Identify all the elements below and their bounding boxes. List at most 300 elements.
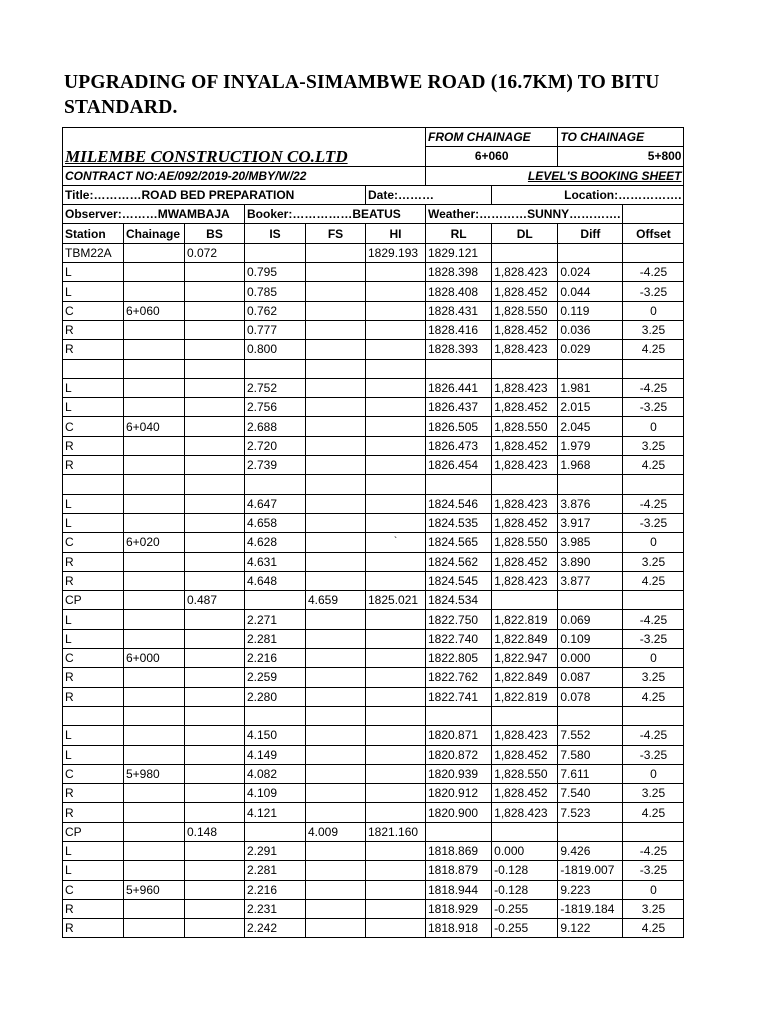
cell-diff: 2.015 xyxy=(558,398,623,417)
cell-dl: 1,822.819 xyxy=(492,687,558,706)
cell-offset: 4.25 xyxy=(623,340,684,359)
cell-dl: -0.128 xyxy=(492,880,558,899)
cell-chainage xyxy=(124,282,185,301)
table-row xyxy=(63,841,684,860)
cell-is: 4.658 xyxy=(245,513,306,532)
cell-dl: 1,828.550 xyxy=(492,533,558,552)
cell-diff: -1819.007 xyxy=(558,861,623,880)
cell-is: 2.216 xyxy=(245,649,306,668)
cell-offset: 3.25 xyxy=(623,552,684,571)
cell-is: 4.109 xyxy=(245,784,306,803)
cell-hi xyxy=(366,263,426,282)
cell-fs xyxy=(306,764,366,783)
col-diff: Diff xyxy=(558,224,623,243)
cell-dl: -0.255 xyxy=(492,899,558,918)
cell-station: L xyxy=(63,494,124,513)
cell-station: R xyxy=(63,687,124,706)
cell-offset: -4.25 xyxy=(623,610,684,629)
cell-dl: 1,828.452 xyxy=(492,282,558,301)
cell-chainage xyxy=(124,340,185,359)
cell-fs: 4.659 xyxy=(306,591,366,610)
cell-offset: -4.25 xyxy=(623,378,684,397)
cell-offset: 0 xyxy=(623,649,684,668)
cell-station: L xyxy=(63,513,124,532)
cell-rl: 1826.505 xyxy=(426,417,492,436)
cell-hi xyxy=(366,803,426,822)
table-row xyxy=(63,822,684,841)
cell-bs xyxy=(185,687,245,706)
col-dl: DL xyxy=(492,224,558,243)
cell-bs xyxy=(185,378,245,397)
cell-chainage xyxy=(124,629,185,648)
cell-is: 0.762 xyxy=(245,301,306,320)
cell-is: 2.242 xyxy=(245,919,306,938)
cell-bs: 0.487 xyxy=(185,591,245,610)
cell-offset: -3.25 xyxy=(623,629,684,648)
cell-chainage xyxy=(124,610,185,629)
cell-station: L xyxy=(63,610,124,629)
cell-dl xyxy=(492,475,558,494)
title-field: Title:…………ROAD BED PREPARATION xyxy=(63,185,366,204)
cell-dl: 1,828.423 xyxy=(492,378,558,397)
cell-hi xyxy=(366,417,426,436)
cell-rl: 1824.545 xyxy=(426,571,492,590)
cell-fs xyxy=(306,436,366,455)
cell-chainage xyxy=(124,706,185,725)
cell-station: R xyxy=(63,436,124,455)
cell-diff xyxy=(558,706,623,725)
cell-is: 0.800 xyxy=(245,340,306,359)
date-field: Date:……… xyxy=(366,185,492,204)
cell-chainage xyxy=(124,494,185,513)
cell-fs xyxy=(306,243,366,262)
cell-is: 2.752 xyxy=(245,378,306,397)
cell-station: R xyxy=(63,803,124,822)
cell-chainage: 6+000 xyxy=(124,649,185,668)
cell-is: 4.631 xyxy=(245,552,306,571)
cell-dl xyxy=(492,706,558,725)
cell-offset: -4.25 xyxy=(623,494,684,513)
cell-station: L xyxy=(63,861,124,880)
cell-rl: 1818.944 xyxy=(426,880,492,899)
table-row xyxy=(63,571,684,590)
cell-is: 2.281 xyxy=(245,861,306,880)
cell-chainage xyxy=(124,687,185,706)
cell-offset: -3.25 xyxy=(623,745,684,764)
cell-rl: 1826.454 xyxy=(426,456,492,475)
cell-hi xyxy=(366,668,426,687)
weather-field: Weather:…………SUNNY…………. xyxy=(426,205,623,224)
cell-offset: -4.25 xyxy=(623,841,684,860)
cell-hi xyxy=(366,610,426,629)
cell-offset: -3.25 xyxy=(623,513,684,532)
cell-rl: 1822.741 xyxy=(426,687,492,706)
cell-fs xyxy=(306,301,366,320)
cell-rl: 1826.437 xyxy=(426,398,492,417)
cell-fs xyxy=(306,340,366,359)
cell-offset: -4.25 xyxy=(623,263,684,282)
cell-station xyxy=(63,475,124,494)
cell-diff: 1.979 xyxy=(558,436,623,455)
cell-offset: 3.25 xyxy=(623,784,684,803)
cell-chainage xyxy=(124,320,185,339)
cell-chainage xyxy=(124,243,185,262)
cell-rl: 1824.565 xyxy=(426,533,492,552)
cell-chainage xyxy=(124,378,185,397)
sheet-name: LEVEL'S BOOKING SHEET xyxy=(426,166,684,185)
cell-hi xyxy=(366,687,426,706)
col-is: IS xyxy=(245,224,306,243)
cell-rl: 1822.762 xyxy=(426,668,492,687)
table-row xyxy=(63,398,684,417)
cell-rl: 1820.939 xyxy=(426,764,492,783)
cell-diff: 9.122 xyxy=(558,919,623,938)
cell-bs xyxy=(185,398,245,417)
cell-is xyxy=(245,822,306,841)
cell-dl: 1,828.452 xyxy=(492,320,558,339)
table-row xyxy=(63,591,684,610)
cell-diff: 3.917 xyxy=(558,513,623,532)
cell-chainage: 6+040 xyxy=(124,417,185,436)
cell-dl: 1,828.452 xyxy=(492,784,558,803)
cell-diff: -1819.184 xyxy=(558,899,623,918)
cell-dl: 1,828.423 xyxy=(492,456,558,475)
cell-fs xyxy=(306,726,366,745)
cell-is: 2.281 xyxy=(245,629,306,648)
table-row xyxy=(63,745,684,764)
cell-diff: 0.036 xyxy=(558,320,623,339)
cell-chainage xyxy=(124,475,185,494)
cell-chainage: 6+060 xyxy=(124,301,185,320)
cell-fs xyxy=(306,880,366,899)
to-chainage-value: 5+800 xyxy=(558,147,684,166)
cell-fs xyxy=(306,456,366,475)
cell-station: R xyxy=(63,320,124,339)
cell-chainage xyxy=(124,571,185,590)
cell-station: C xyxy=(63,301,124,320)
cell-station: L xyxy=(63,378,124,397)
cell-offset: 4.25 xyxy=(623,803,684,822)
table-row xyxy=(63,475,684,494)
cell-bs xyxy=(185,475,245,494)
table-row xyxy=(63,320,684,339)
cell-fs xyxy=(306,282,366,301)
cell-station: R xyxy=(63,571,124,590)
cell-fs xyxy=(306,610,366,629)
cell-rl: 1820.912 xyxy=(426,784,492,803)
cell-offset: 4.25 xyxy=(623,571,684,590)
cell-rl xyxy=(426,822,492,841)
cell-is: 2.739 xyxy=(245,456,306,475)
cell-station: R xyxy=(63,919,124,938)
from-chainage-label: FROM CHAINAGE xyxy=(426,128,558,147)
observer-field: Observer:………MWAMBAJA xyxy=(63,205,245,224)
table-row xyxy=(63,552,684,571)
table-row xyxy=(63,494,684,513)
cell-diff: 9.223 xyxy=(558,880,623,899)
cell-fs xyxy=(306,784,366,803)
cell-fs xyxy=(306,841,366,860)
cell-is: 2.688 xyxy=(245,417,306,436)
cell-diff: 3.876 xyxy=(558,494,623,513)
cell-hi xyxy=(366,841,426,860)
cell-hi xyxy=(366,378,426,397)
cell-is xyxy=(245,359,306,378)
cell-dl xyxy=(492,243,558,262)
cell-is xyxy=(245,475,306,494)
cell-bs xyxy=(185,919,245,938)
cell-diff: 7.552 xyxy=(558,726,623,745)
document-title xyxy=(64,70,768,120)
cell-bs xyxy=(185,417,245,436)
cell-dl: 1,828.452 xyxy=(492,398,558,417)
cell-is: 2.231 xyxy=(245,899,306,918)
table-row xyxy=(63,513,684,532)
cell-rl: 1828.393 xyxy=(426,340,492,359)
cell-hi xyxy=(366,359,426,378)
cell-rl xyxy=(426,359,492,378)
cell-fs xyxy=(306,475,366,494)
cell-rl: 1822.750 xyxy=(426,610,492,629)
cell-offset xyxy=(623,243,684,262)
cell-hi xyxy=(366,726,426,745)
cell-fs xyxy=(306,378,366,397)
cell-fs xyxy=(306,745,366,764)
cell-hi xyxy=(366,398,426,417)
cell-chainage xyxy=(124,456,185,475)
cell-is: 4.150 xyxy=(245,726,306,745)
cell-hi xyxy=(366,706,426,725)
cell-chainage xyxy=(124,668,185,687)
table-row xyxy=(63,456,684,475)
cell-bs xyxy=(185,340,245,359)
cell-offset xyxy=(623,359,684,378)
cell-dl: -0.128 xyxy=(492,861,558,880)
cell-bs xyxy=(185,880,245,899)
cell-dl xyxy=(492,359,558,378)
cell-bs xyxy=(185,571,245,590)
cell-diff: 3.890 xyxy=(558,552,623,571)
cell-is: 4.121 xyxy=(245,803,306,822)
cell-hi xyxy=(366,552,426,571)
cell-fs xyxy=(306,706,366,725)
cell-station: R xyxy=(63,899,124,918)
cell-diff: 0.024 xyxy=(558,263,623,282)
table-row xyxy=(63,649,684,668)
cell-chainage xyxy=(124,726,185,745)
cell-hi xyxy=(366,629,426,648)
cell-offset: 3.25 xyxy=(623,899,684,918)
booker-field: Booker:……………BEATUS xyxy=(245,205,426,224)
col-hi: HI xyxy=(366,224,426,243)
cell-hi xyxy=(366,764,426,783)
cell-dl xyxy=(492,822,558,841)
cell-offset: 3.25 xyxy=(623,320,684,339)
cell-diff: 0.029 xyxy=(558,340,623,359)
table-row xyxy=(63,629,684,648)
cell-bs xyxy=(185,513,245,532)
table-row xyxy=(63,861,684,880)
cell-rl: 1818.869 xyxy=(426,841,492,860)
cell-station: R xyxy=(63,784,124,803)
cell-is: 2.216 xyxy=(245,880,306,899)
cell-hi: ` xyxy=(366,533,426,552)
cell-fs xyxy=(306,513,366,532)
cell-rl: 1818.879 xyxy=(426,861,492,880)
cell-station: C xyxy=(63,417,124,436)
cell-offset xyxy=(623,591,684,610)
table-row xyxy=(63,243,684,262)
cell-station: L xyxy=(63,398,124,417)
cell-offset: 0 xyxy=(623,417,684,436)
cell-diff: 3.985 xyxy=(558,533,623,552)
col-rl: RL xyxy=(426,224,492,243)
cell-rl: 1820.900 xyxy=(426,803,492,822)
cell-offset: 0 xyxy=(623,533,684,552)
cell-offset: 0 xyxy=(623,301,684,320)
cell-chainage xyxy=(124,745,185,764)
cell-diff: 1.981 xyxy=(558,378,623,397)
cell-diff xyxy=(558,475,623,494)
cell-chainage: 5+980 xyxy=(124,764,185,783)
cell-hi xyxy=(366,456,426,475)
cell-hi xyxy=(366,880,426,899)
cell-rl: 1822.805 xyxy=(426,649,492,668)
cell-station: L xyxy=(63,282,124,301)
cell-dl: 1,828.550 xyxy=(492,301,558,320)
cell-offset: 3.25 xyxy=(623,668,684,687)
table-row xyxy=(63,919,684,938)
cell-dl: 1,828.423 xyxy=(492,263,558,282)
cell-dl: 1,828.423 xyxy=(492,340,558,359)
cell-hi: 1821.160 xyxy=(366,822,426,841)
cell-chainage xyxy=(124,263,185,282)
cell-fs xyxy=(306,629,366,648)
cell-station: L xyxy=(63,841,124,860)
cell-bs xyxy=(185,320,245,339)
cell-chainage xyxy=(124,359,185,378)
cell-bs xyxy=(185,610,245,629)
cell-dl: 1,828.423 xyxy=(492,494,558,513)
cell-chainage: 6+020 xyxy=(124,533,185,552)
cell-rl: 1822.740 xyxy=(426,629,492,648)
table-row xyxy=(63,803,684,822)
table-row xyxy=(63,282,684,301)
cell-station: C xyxy=(63,880,124,899)
cell-hi xyxy=(366,320,426,339)
cell-chainage xyxy=(124,398,185,417)
cell-is: 0.777 xyxy=(245,320,306,339)
cell-bs xyxy=(185,726,245,745)
cell-bs xyxy=(185,494,245,513)
table-row xyxy=(63,378,684,397)
cell-fs xyxy=(306,899,366,918)
cell-station: L xyxy=(63,629,124,648)
cell-rl: 1824.562 xyxy=(426,552,492,571)
cell-bs xyxy=(185,649,245,668)
cell-offset xyxy=(623,706,684,725)
cell-station: R xyxy=(63,668,124,687)
cell-rl: 1826.441 xyxy=(426,378,492,397)
cell-offset: -4.25 xyxy=(623,726,684,745)
table-row xyxy=(63,726,684,745)
cell-dl: 1,822.849 xyxy=(492,668,558,687)
cell-bs xyxy=(185,803,245,822)
cell-station: L xyxy=(63,745,124,764)
cell-chainage: 5+960 xyxy=(124,880,185,899)
cell-bs xyxy=(185,861,245,880)
cell-diff: 1.968 xyxy=(558,456,623,475)
cell-diff: 0.109 xyxy=(558,629,623,648)
cell-rl: 1820.872 xyxy=(426,745,492,764)
col-bs: BS xyxy=(185,224,245,243)
cell-station: C xyxy=(63,533,124,552)
cell-is xyxy=(245,706,306,725)
cell-is: 2.291 xyxy=(245,841,306,860)
cell-dl: 0.000 xyxy=(492,841,558,860)
cell-diff: 3.877 xyxy=(558,571,623,590)
cell-rl xyxy=(426,706,492,725)
cell-bs xyxy=(185,552,245,571)
cell-bs xyxy=(185,359,245,378)
cell-bs: 0.072 xyxy=(185,243,245,262)
cell-fs: 4.009 xyxy=(306,822,366,841)
cell-bs xyxy=(185,706,245,725)
cell-is: 2.259 xyxy=(245,668,306,687)
cell-is xyxy=(245,591,306,610)
cell-chainage xyxy=(124,784,185,803)
cell-fs xyxy=(306,687,366,706)
col-offset: Offset xyxy=(623,224,684,243)
table-row xyxy=(63,880,684,899)
col-station: Station xyxy=(63,224,124,243)
table-row xyxy=(63,263,684,282)
cell-chainage xyxy=(124,841,185,860)
cell-dl xyxy=(492,591,558,610)
cell-diff xyxy=(558,359,623,378)
cell-dl: 1,828.423 xyxy=(492,571,558,590)
cell-fs xyxy=(306,919,366,938)
cell-hi xyxy=(366,899,426,918)
cell-offset: 0 xyxy=(623,880,684,899)
cell-fs xyxy=(306,398,366,417)
col-chainage: Chainage xyxy=(124,224,185,243)
cell-is: 2.756 xyxy=(245,398,306,417)
cell-bs xyxy=(185,456,245,475)
cell-rl: 1828.416 xyxy=(426,320,492,339)
cell-dl: 1,822.819 xyxy=(492,610,558,629)
cell-bs xyxy=(185,263,245,282)
cell-hi xyxy=(366,340,426,359)
cell-hi xyxy=(366,784,426,803)
cell-chainage xyxy=(124,822,185,841)
title-line-2: STANDARD. xyxy=(64,97,178,118)
cell-hi xyxy=(366,745,426,764)
cell-diff: 0.087 xyxy=(558,668,623,687)
cell-diff xyxy=(558,591,623,610)
cell-offset xyxy=(623,475,684,494)
cell-bs xyxy=(185,764,245,783)
cell-dl: 1,828.452 xyxy=(492,436,558,455)
cell-offset: 0 xyxy=(623,764,684,783)
cell-rl xyxy=(426,475,492,494)
cell-station: CP xyxy=(63,591,124,610)
cell-fs xyxy=(306,320,366,339)
cell-diff: 7.523 xyxy=(558,803,623,822)
column-header-row xyxy=(63,224,684,243)
cell-is: 4.628 xyxy=(245,533,306,552)
col-fs: FS xyxy=(306,224,366,243)
